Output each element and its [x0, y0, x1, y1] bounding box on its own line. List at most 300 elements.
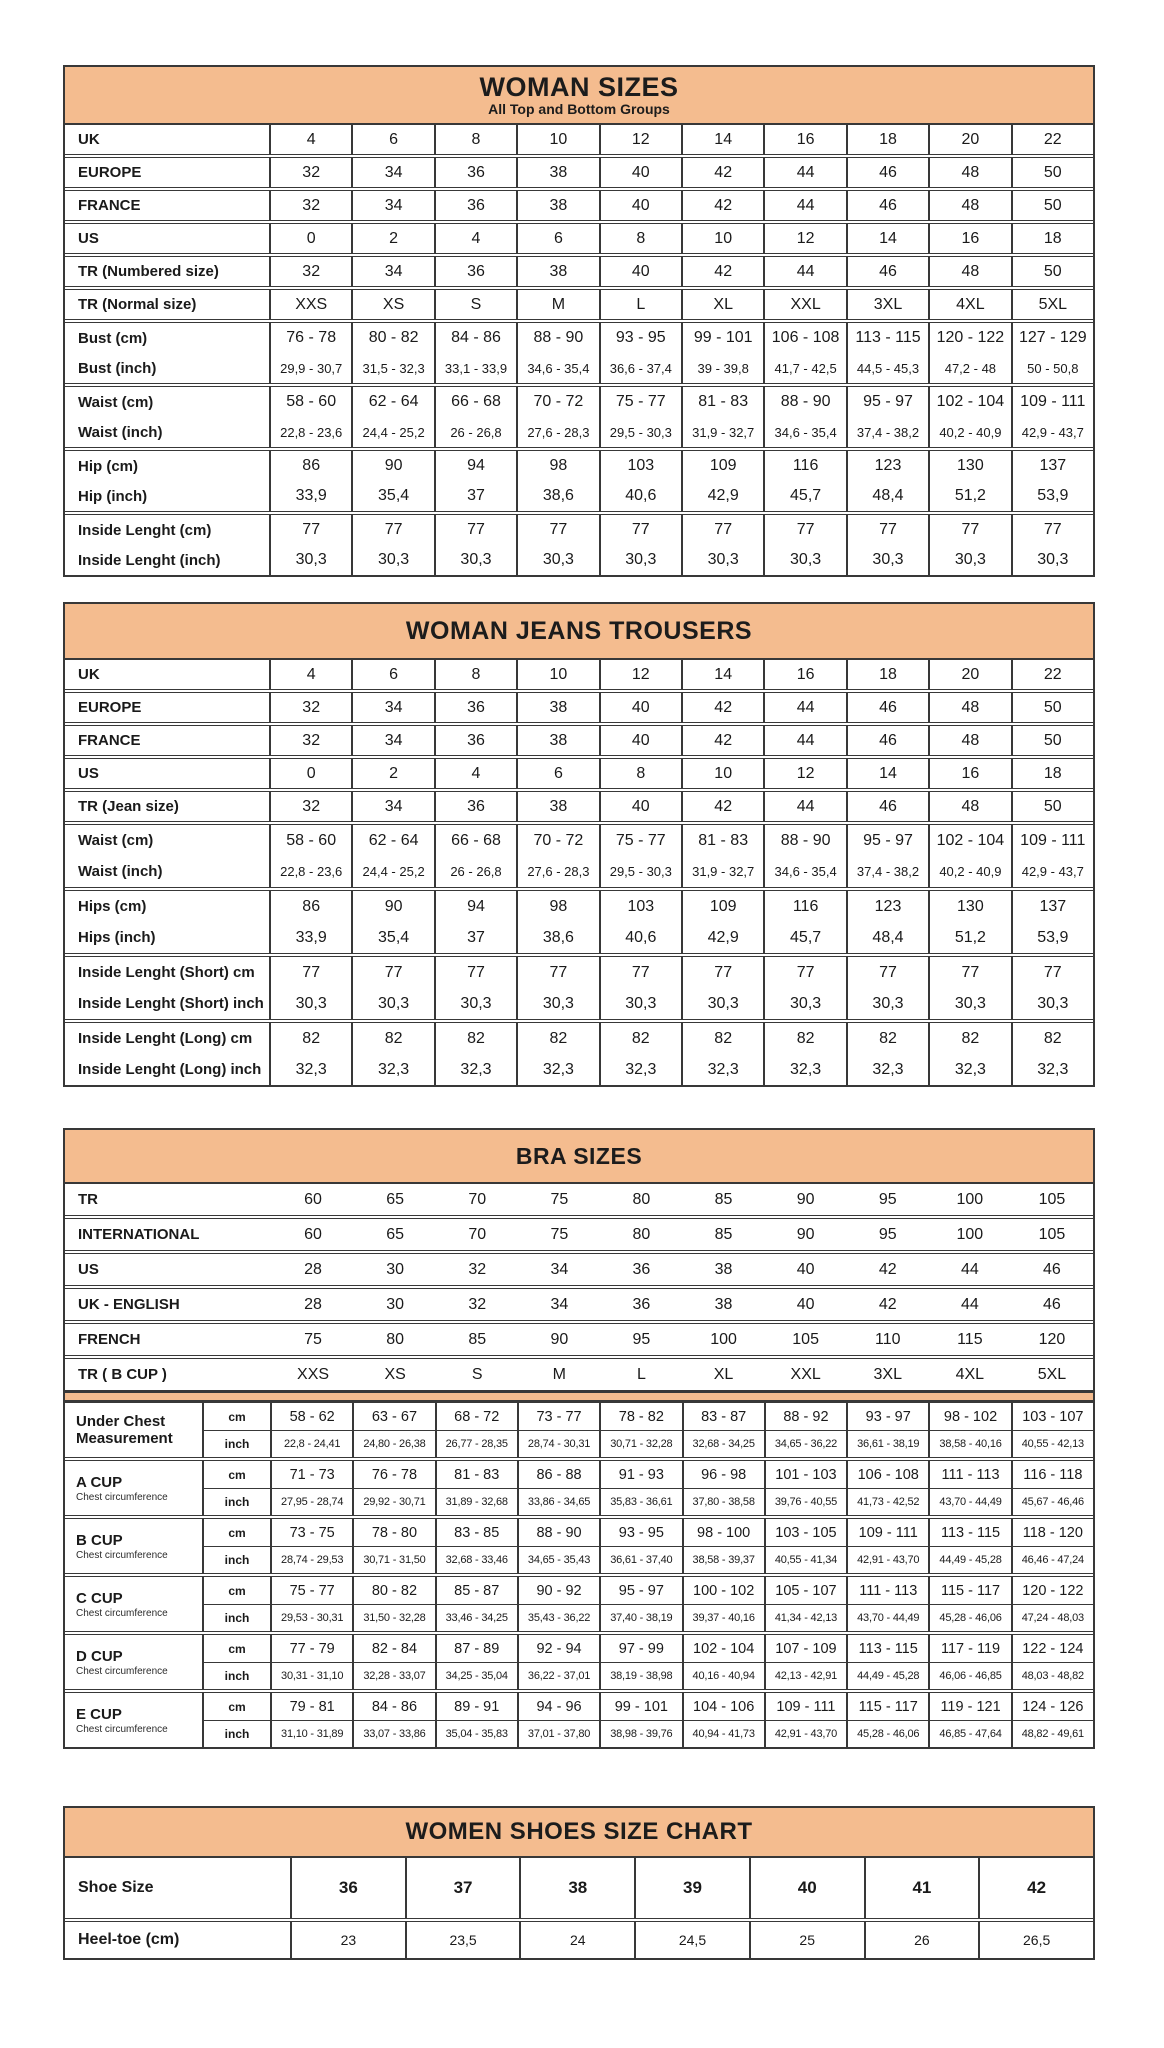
cup-sublabel: Chest circumference: [76, 1723, 168, 1735]
table-cell: 93 - 95: [599, 323, 681, 353]
table-cell: 38,6: [516, 481, 598, 511]
table-cell: 36: [434, 257, 516, 286]
cup-row: [204, 1546, 1093, 1573]
table-cell: 75 - 77: [599, 387, 681, 417]
table-cell: 10: [516, 125, 598, 154]
table-cell: 76 - 78: [352, 1461, 434, 1488]
table-cell: 37,01 - 37,80: [517, 1721, 599, 1747]
table-cell: XXL: [790, 1365, 821, 1383]
table-cell: 98 - 102: [928, 1403, 1010, 1430]
table-cell: 30,3: [599, 988, 681, 1019]
table-cell: 63 - 67: [352, 1403, 434, 1430]
table-cell: 42: [878, 1295, 897, 1313]
row-label: Hips (inch): [78, 929, 156, 946]
table-cell: 85 - 87: [435, 1577, 517, 1604]
table-cell: 14: [681, 125, 763, 154]
table-cell: 109: [681, 451, 763, 481]
table-cell: 30,31 - 31,10: [270, 1663, 352, 1689]
table-row: [65, 481, 1093, 511]
table-cell: 41,34 - 42,13: [764, 1605, 846, 1631]
table-cell: 45,7: [763, 481, 845, 511]
table-cell: 44,5 - 45,3: [846, 353, 928, 383]
table-cell: 103: [599, 891, 681, 922]
table-cell: 30,3: [1011, 545, 1093, 575]
row-label: Inside Lenght (Short) inch: [78, 995, 264, 1012]
table-cell: 32: [269, 792, 351, 821]
table-cell: 16: [763, 660, 845, 689]
row-label: US: [78, 230, 99, 247]
row-label: Hip (inch): [78, 487, 148, 505]
table-cell: L: [599, 290, 681, 319]
row-label: Inside Lenght (inch): [78, 551, 221, 569]
table-cell: 18: [1011, 224, 1093, 253]
table-cell: 58 - 62: [270, 1403, 352, 1430]
table-cell: 46: [1043, 1295, 1061, 1313]
table-cell: 32: [468, 1260, 487, 1278]
table-cell: 18: [846, 125, 928, 154]
table-cell: 24: [519, 1922, 634, 1958]
table-cell: 40,55 - 42,13: [1011, 1431, 1093, 1457]
table-cell: 35,43 - 36,22: [517, 1605, 599, 1631]
cup-value-rows: [204, 1693, 1093, 1747]
unit-cell: inch: [224, 1669, 250, 1683]
table-cell: 46: [846, 191, 928, 220]
table-cell: 8: [599, 224, 681, 253]
table-cell: 105: [1038, 1225, 1066, 1243]
table-cell: 37,4 - 38,2: [846, 417, 928, 447]
table-cell: 23,5: [405, 1922, 520, 1958]
women-shoes-table: [63, 1806, 1095, 1960]
table-cell: 36: [632, 1295, 651, 1313]
table-cell: 119 - 121: [928, 1693, 1010, 1720]
cup-label-cell: [65, 1693, 204, 1747]
table-cell: 40: [599, 257, 681, 286]
table-cell: 27,6 - 28,3: [516, 856, 598, 887]
row-label: UK - ENGLISH: [78, 1296, 180, 1313]
row-group: [65, 1019, 1093, 1085]
bra-sizes-table: [63, 1128, 1095, 1749]
table-cell: 77: [763, 515, 845, 545]
table-cell: 94: [434, 891, 516, 922]
table-row: [65, 1922, 1093, 1958]
table-cell: 38,58 - 40,16: [928, 1431, 1010, 1457]
table-cell: 124 - 126: [1011, 1693, 1093, 1720]
table-cell: 95 - 97: [846, 825, 928, 856]
table-cell: 95: [632, 1330, 651, 1348]
table-cell: 36: [434, 191, 516, 220]
table-cell: 70 - 72: [516, 825, 598, 856]
table-cell: 32,68 - 34,25: [682, 1431, 764, 1457]
row-label: Inside Lenght (Short) cm: [78, 964, 255, 981]
unit-cell: cm: [228, 1699, 246, 1714]
table-cell: 90: [796, 1225, 815, 1243]
table-cell: XL: [713, 1365, 734, 1383]
cup-name: E CUP: [76, 1705, 122, 1723]
table-cell: 77: [1011, 957, 1093, 988]
table-cell: 75: [304, 1330, 322, 1348]
table-cell: 44,49 - 45,28: [846, 1663, 928, 1689]
unit-cell: inch: [224, 1437, 250, 1451]
row-label: INTERNATIONAL: [78, 1226, 200, 1243]
table-cell: 32: [269, 158, 351, 187]
table-cell: 90 - 92: [517, 1577, 599, 1604]
row-label: Shoe Size: [78, 1879, 154, 1896]
table-cell: 4XL: [955, 1365, 985, 1383]
table-cell: 34: [351, 792, 433, 821]
table-cell: 27,95 - 28,74: [270, 1489, 352, 1515]
table-cell: 8: [434, 660, 516, 689]
table-cell: 82: [763, 1023, 845, 1054]
table-cell: 88 - 92: [764, 1403, 846, 1430]
table-cell: 78 - 82: [599, 1403, 681, 1430]
table-cell: 40: [796, 1295, 815, 1313]
table-cell: 99 - 101: [681, 323, 763, 353]
row-label: Inside Lenght (cm): [78, 521, 212, 539]
table-cell: 98: [516, 891, 598, 922]
table-cell: 45,28 - 46,06: [846, 1721, 928, 1747]
table-cell: 50: [1011, 191, 1093, 220]
table-cell: 44,49 - 45,28: [928, 1547, 1010, 1573]
table-cell: 82: [434, 1023, 516, 1054]
table-cell: 85: [714, 1225, 733, 1243]
table-cell: 82: [928, 1023, 1010, 1054]
table-cell: 34: [351, 693, 433, 722]
unit-cell: inch: [224, 1727, 250, 1741]
table-cell: 122 - 124: [1011, 1635, 1093, 1662]
table-cell: 12: [763, 224, 845, 253]
table-cell: M: [516, 290, 598, 319]
table-cell: 95 - 97: [599, 1577, 681, 1604]
table-cell: 25: [749, 1922, 864, 1958]
table-cell: 45,7: [763, 922, 845, 953]
table-cell: 32,3: [928, 1054, 1010, 1085]
table-cell: 32: [269, 257, 351, 286]
row-group: [65, 319, 1093, 383]
table-cell: 32: [468, 1295, 487, 1313]
table-cell: 113 - 115: [846, 1635, 928, 1662]
table-cell: 14: [846, 224, 928, 253]
woman-sizes-header: [65, 67, 1093, 125]
table-cell: 48,4: [846, 481, 928, 511]
table-cell: 23: [290, 1922, 405, 1958]
table-cell: 30,3: [763, 988, 845, 1019]
table-cell: 58 - 60: [269, 387, 351, 417]
table-cell: 36: [632, 1260, 651, 1278]
table-cell: 82: [681, 1023, 763, 1054]
table-cell: 6: [516, 224, 598, 253]
table-cell: 103 - 107: [1011, 1403, 1093, 1430]
table-cell: 115 - 117: [846, 1693, 928, 1720]
table-cell: 28: [304, 1295, 322, 1313]
table-cell: 30,3: [928, 988, 1010, 1019]
table-cell: 77: [434, 515, 516, 545]
table-cell: 38,19 - 38,98: [599, 1663, 681, 1689]
cup-label-cell: [65, 1519, 204, 1573]
table-cell: 90: [351, 451, 433, 481]
table-cell: 50: [1011, 792, 1093, 821]
table-row: [65, 825, 1093, 856]
table-cell: 40,6: [599, 481, 681, 511]
row-group: [65, 689, 1093, 722]
table-cell: 37: [434, 481, 516, 511]
row-group: [65, 1250, 1093, 1285]
table-cell: 32,3: [599, 1054, 681, 1085]
table-cell: 22,8 - 24,41: [270, 1431, 352, 1457]
table-cell: 34: [351, 191, 433, 220]
table-cell: 42,91 - 43,70: [846, 1547, 928, 1573]
row-group: [65, 1355, 1093, 1390]
table-cell: 104 - 106: [682, 1693, 764, 1720]
table-cell: 0: [269, 224, 351, 253]
table-cell: 82: [1011, 1023, 1093, 1054]
table-row: [65, 353, 1093, 383]
table-cell: 38: [516, 726, 598, 755]
table-row: [65, 1289, 1093, 1320]
table-cell: 79 - 81: [270, 1693, 352, 1720]
row-group: [65, 722, 1093, 755]
table-cell: S: [434, 290, 516, 319]
table-cell: 116: [763, 891, 845, 922]
table-cell: 85: [714, 1190, 733, 1208]
table-cell: 83 - 85: [435, 1519, 517, 1546]
table-cell: 77: [269, 515, 351, 545]
table-cell: 50: [1011, 693, 1093, 722]
table-cell: 32,3: [516, 1054, 598, 1085]
table-cell: 48: [928, 726, 1010, 755]
table-cell: 6: [516, 759, 598, 788]
table-row: [65, 792, 1093, 821]
table-cell: 31,10 - 31,89: [270, 1721, 352, 1747]
table-cell: 43,70 - 44,49: [928, 1489, 1010, 1515]
table-cell: 4: [269, 125, 351, 154]
table-cell: 40,55 - 41,34: [764, 1547, 846, 1573]
row-group: [65, 1320, 1093, 1355]
table-cell: 88 - 90: [763, 825, 845, 856]
row-label: FRANCE: [78, 732, 141, 749]
table-cell: 100: [956, 1190, 984, 1208]
table-cell: 100 - 102: [682, 1577, 764, 1604]
table-cell: 123: [846, 451, 928, 481]
cup-row-group: [65, 1689, 1093, 1747]
table-cell: 30,3: [269, 545, 351, 575]
table-cell: 39 - 39,8: [681, 353, 763, 383]
table-cell: 130: [928, 891, 1010, 922]
table-cell: 33,86 - 34,65: [517, 1489, 599, 1515]
table-row: [65, 988, 1093, 1019]
table-cell: 50: [1011, 726, 1093, 755]
table-cell: 30,3: [599, 545, 681, 575]
table-cell: 34: [351, 726, 433, 755]
row-group: [65, 286, 1093, 319]
table-cell: 38,58 - 39,37: [682, 1547, 764, 1573]
table-cell: 41,73 - 42,52: [846, 1489, 928, 1515]
table-cell: 42: [681, 257, 763, 286]
row-group: [65, 220, 1093, 253]
table-cell: 95 - 97: [846, 387, 928, 417]
table-cell: 62 - 64: [351, 825, 433, 856]
table-cell: 30,3: [928, 545, 1010, 575]
table-cell: 36,61 - 38,19: [846, 1431, 928, 1457]
table-cell: 22: [1011, 125, 1093, 154]
table-cell: 31,50 - 32,28: [352, 1605, 434, 1631]
table-cell: 42: [681, 726, 763, 755]
table-cell: 40: [599, 792, 681, 821]
women-shoes-body: [65, 1858, 1093, 1958]
unit-cell: inch: [224, 1553, 250, 1567]
table-cell: 39,76 - 40,55: [764, 1489, 846, 1515]
cup-value-rows: [204, 1461, 1093, 1515]
table-cell: 70: [468, 1190, 487, 1208]
table-row: [65, 1858, 1093, 1918]
cup-row-group: [65, 1515, 1093, 1573]
table-cell: 73 - 77: [517, 1403, 599, 1430]
row-label: Bust (inch): [78, 359, 157, 377]
row-label: FRENCH: [78, 1331, 141, 1348]
table-cell: 77: [928, 515, 1010, 545]
table-row: [65, 922, 1093, 953]
table-cell: 86: [269, 451, 351, 481]
table-cell: 103: [599, 451, 681, 481]
table-cell: 3XL: [873, 1365, 902, 1383]
table-cell: 30,3: [351, 988, 433, 1019]
table-cell: 32,3: [434, 1054, 516, 1085]
row-label: TR (Normal size): [78, 296, 197, 313]
table-row: [65, 891, 1093, 922]
table-cell: 81 - 83: [681, 387, 763, 417]
table-cell: 86: [269, 891, 351, 922]
table-cell: 36: [434, 693, 516, 722]
table-cell: 48: [928, 158, 1010, 187]
cup-value-rows: [204, 1577, 1093, 1631]
cup-row-group: [65, 1631, 1093, 1689]
row-group: [65, 187, 1093, 220]
table-cell: 39,37 - 40,16: [682, 1605, 764, 1631]
table-cell: 35,83 - 36,61: [599, 1489, 681, 1515]
table-cell: 91 - 93: [599, 1461, 681, 1488]
table-cell: 82: [269, 1023, 351, 1054]
table-cell: 51,2: [928, 481, 1010, 511]
table-row: [65, 1054, 1093, 1085]
table-cell: 33,46 - 34,25: [435, 1605, 517, 1631]
table-cell: 77: [351, 515, 433, 545]
table-cell: 26: [864, 1922, 979, 1958]
bra-sizes-header: [65, 1130, 1093, 1184]
table-cell: 65: [386, 1190, 405, 1208]
table-cell: 81 - 83: [681, 825, 763, 856]
table-cell: 103 - 105: [764, 1519, 846, 1546]
table-cell: 35,4: [351, 922, 433, 953]
table-cell: 84 - 86: [352, 1693, 434, 1720]
table-cell: 36,6 - 37,4: [599, 353, 681, 383]
table-cell: 95: [878, 1190, 897, 1208]
table-cell: 66 - 68: [434, 387, 516, 417]
row-label: Hips (cm): [78, 898, 147, 915]
table-cell: XXS: [269, 290, 351, 319]
table-cell: 33,1 - 33,9: [434, 353, 516, 383]
table-row: [65, 451, 1093, 481]
table-cell: 101 - 103: [764, 1461, 846, 1488]
table-cell: 48,4: [846, 922, 928, 953]
table-cell: 77 - 79: [270, 1635, 352, 1662]
table-cell: 86 - 88: [517, 1461, 599, 1488]
table-row: [65, 515, 1093, 545]
table-cell: 82: [599, 1023, 681, 1054]
table-cell: 36: [290, 1858, 405, 1918]
table-cell: 90: [550, 1330, 569, 1348]
cup-row: [204, 1577, 1093, 1604]
table-cell: 32,3: [269, 1054, 351, 1085]
row-label: US: [78, 765, 99, 782]
table-cell: 42: [878, 1260, 897, 1278]
table-cell: 44: [763, 693, 845, 722]
unit-cell: inch: [224, 1495, 250, 1509]
table-cell: 82: [351, 1023, 433, 1054]
table-cell: 38: [714, 1295, 733, 1313]
table-cell: 32,28 - 33,07: [352, 1663, 434, 1689]
table-row: [65, 290, 1093, 319]
table-cell: 47,2 - 48: [928, 353, 1010, 383]
table-cell: 81 - 83: [435, 1461, 517, 1488]
table-cell: 84 - 86: [434, 323, 516, 353]
table-cell: 42,91 - 43,70: [764, 1721, 846, 1747]
table-cell: 30,3: [681, 988, 763, 1019]
table-cell: 46,85 - 47,64: [928, 1721, 1010, 1747]
table-cell: 16: [928, 759, 1010, 788]
row-group: [65, 1918, 1093, 1958]
cup-row: [204, 1635, 1093, 1662]
table-cell: 32: [269, 726, 351, 755]
table-cell: 40: [796, 1260, 815, 1278]
table-row: [65, 1324, 1093, 1355]
table-cell: 5XL: [1011, 290, 1093, 319]
table-cell: 93 - 95: [599, 1519, 681, 1546]
table-cell: 46: [846, 792, 928, 821]
table-cell: 62 - 64: [351, 387, 433, 417]
women-shoes-title: WOMEN SHOES SIZE CHART: [405, 1818, 753, 1846]
table-cell: 26,77 - 28,35: [435, 1431, 517, 1457]
table-cell: 38,98 - 39,76: [599, 1721, 681, 1747]
unit-cell: cm: [228, 1583, 246, 1598]
table-cell: 99 - 101: [599, 1693, 681, 1720]
table-row: [65, 1254, 1093, 1285]
table-cell: 4XL: [928, 290, 1010, 319]
table-cell: 80 - 82: [352, 1577, 434, 1604]
row-group: [65, 447, 1093, 511]
table-cell: 5XL: [1037, 1365, 1067, 1383]
table-cell: 43,70 - 44,49: [846, 1605, 928, 1631]
table-cell: 42,9 - 43,7: [1011, 417, 1093, 447]
row-label: Inside Lenght (Long) inch: [78, 1061, 262, 1078]
table-cell: 38: [519, 1858, 634, 1918]
table-cell: 44: [763, 726, 845, 755]
table-cell: 28,74 - 29,53: [270, 1547, 352, 1573]
row-group: [65, 887, 1093, 953]
table-cell: 46,06 - 46,85: [928, 1663, 1010, 1689]
table-cell: 116: [763, 451, 845, 481]
cup-row: [204, 1720, 1093, 1747]
table-cell: 51,2: [928, 922, 1010, 953]
table-cell: 100: [956, 1225, 984, 1243]
unit-cell: cm: [228, 1641, 246, 1656]
table-cell: 111 - 113: [928, 1461, 1010, 1488]
table-cell: 48,03 - 48,82: [1011, 1663, 1093, 1689]
table-cell: 14: [681, 660, 763, 689]
table-cell: 68 - 72: [435, 1403, 517, 1430]
row-label: Inside Lenght (Long) cm: [78, 1030, 253, 1047]
table-cell: 87 - 89: [435, 1635, 517, 1662]
row-group: [65, 253, 1093, 286]
table-row: [65, 158, 1093, 187]
